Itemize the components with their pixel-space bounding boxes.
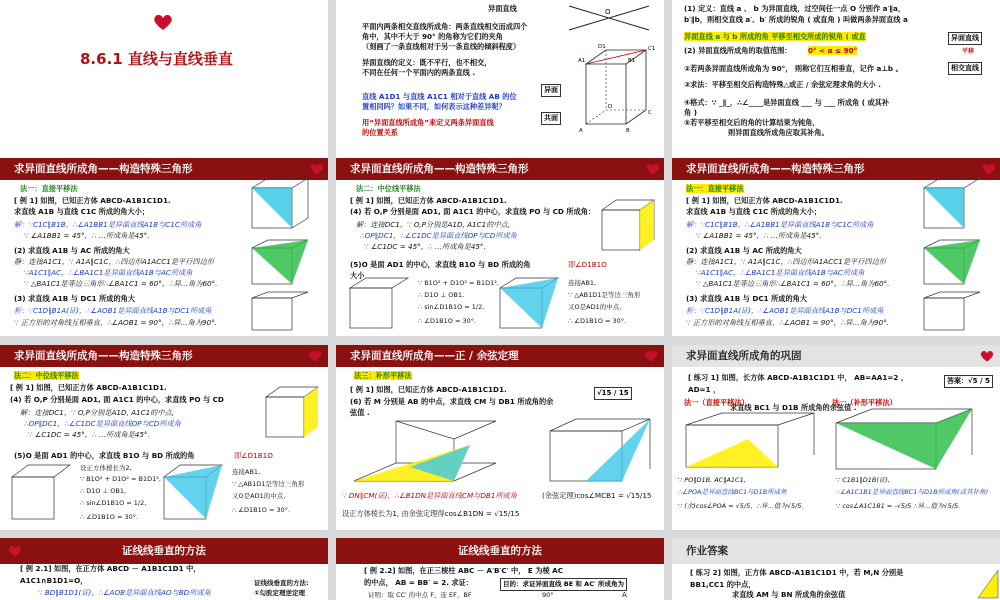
text-line: 又O是AD1的中点, <box>232 492 286 500</box>
text-line: 平面内两条相交直线所成角：两条直线相交而成四个 <box>362 22 528 31</box>
cuboid-figure-1 <box>682 411 822 471</box>
text-line: (1) 定义：直线 a 、 b 为异面直线，过空间任一点 O 分别作 a′∥a， <box>684 4 906 13</box>
text-line: （刻画了一条直线相对于另一条直线的倾斜程度） <box>362 42 521 51</box>
method-label: 法二：中位线平移法 <box>14 371 79 380</box>
text-line: [ 练习 2] 如图，正方体 ABCD-A1B1C1D1 中，若 M,N 分别是 <box>690 568 904 577</box>
text-line: 直线 A1D1 与直线 A1C1 相对于直线 AB 的位 <box>362 92 517 101</box>
point-label: A <box>622 590 627 599</box>
cube-figure-yellow <box>598 198 658 256</box>
text-line: ∵ PO∥D1B, AC∥A1C1, <box>678 476 746 484</box>
cube-figure-cosine <box>546 417 656 485</box>
cube-figure-small-1 <box>8 463 76 525</box>
text-line: A1C1∩B1D1=O， <box>20 576 88 585</box>
section-title: 证线线垂直的方法 <box>458 545 542 557</box>
text-line: ①勾股定理逆定理 <box>254 589 306 597</box>
text-line: 解：连接DC1，∵ O,P分别是A1D, A1C1的中点, <box>356 220 510 229</box>
cube-figure-cyan-2 <box>246 290 316 334</box>
tag-coplanar: 共面 <box>541 112 561 125</box>
text-line: (2) 求直线 A1B 与 AC 所成的角大 <box>14 246 130 255</box>
text-line: [ 例 1] 如图，已知正方体 ABCD-A1B1C1D1. <box>350 196 507 205</box>
text-line: 求直线 BC1 与 D1B 所成角的余弦值 . <box>730 403 857 412</box>
method-label: 法一：直接平移法 <box>686 184 744 193</box>
text-line: [ 例 1] 如图，已知正方体 ABCD-A1B1C1D1. <box>686 196 843 205</box>
slide-example-1-method-1-copy[interactable] <box>672 158 1000 336</box>
text-line: 不同在任何一个平面内的两条直线 . <box>362 68 476 77</box>
text-line: 析：∵C1D∥B1A(证)，∴∠AOB1是异面直线A1B与DC1所成角 <box>14 306 212 315</box>
text-line: 析：∵C1D∥B1A(证)，∴∠AOB1是异面直线A1B与DC1所成角 <box>686 306 884 315</box>
text-line: ∵ cos∠A1C1B1 = -√5/5 ∴异…值为√5/5. <box>836 502 961 510</box>
cube-figure-small-2 <box>160 463 230 525</box>
angle-range: 0° < α ≤ 90° <box>808 46 858 55</box>
text-line: ∵ DN∥CM(证)，∴∠B1DN是异面直线CM与DB1所成角 <box>342 491 517 500</box>
text-line: 弦值 . <box>350 408 370 417</box>
text-line: 的中点， AB = BB′ = 2. 求证： <box>364 578 473 587</box>
page-title: 8.6.1 直线与直线垂直 <box>80 50 233 68</box>
method-label: 法一（补形平移法） <box>832 398 897 407</box>
text-line: (5)O 是面 AD1 的中心，求直线 B1O 与 BD 所成的角 <box>14 451 195 460</box>
method-label: 法三：补形平移法 <box>354 371 412 380</box>
text-line: (4) 若 O,P 分别是面 AD1, 面 A1C1 的中心，求直线 PO 与 CD <box>10 395 224 404</box>
text-line: 的位置关系 <box>362 128 398 137</box>
slide-header: 求异面直线所成角——构造特殊三角形 <box>0 158 328 180</box>
slide-header: 求异面直线所成角——构造特殊三角形 <box>672 158 1000 180</box>
text-line: (3) 求直线 A1B 与 DC1 所成的角大 <box>686 294 808 303</box>
text-line: ∴ D1O ⊥ OB1, <box>418 291 465 299</box>
cube-figure-green <box>918 238 988 288</box>
text-line: ∵A1C1∥AC，∴∠BA1C1是异面直线A1B与AC所成角 <box>24 268 193 277</box>
text-line: 异面直线 a 与 b 所成的角 平移至相交所成的锐角 ( 或直 <box>684 32 866 41</box>
section-title: 证线线垂直的方法 <box>122 545 206 557</box>
svg-text:B1: B1 <box>628 58 636 64</box>
cube-figure-yellow <box>976 568 1000 600</box>
cube-figure-small-1 <box>346 276 414 334</box>
slide-example-1-method-1[interactable] <box>0 158 328 336</box>
text-line: 即∠D1B1O <box>234 451 273 460</box>
cube-figure <box>576 44 656 134</box>
text-line: 解：连接DC1，∵ O,P分别是A1D, A1C1的中点, <box>20 408 174 417</box>
text-line: 异面直线的定义：既不平行，也不相交， <box>362 58 492 67</box>
heart-icon <box>644 349 658 363</box>
text-line: 则异面直线所成角应取其补角。 <box>728 128 829 137</box>
heart-icon <box>8 544 22 558</box>
slide-title[interactable] <box>0 0 328 178</box>
text-line: ⑤若平移至相交后的角的计算结果为钝角， <box>684 118 820 127</box>
text-line: ∵ C1B1∥D1B(证), <box>836 476 890 484</box>
text-line: 求直线 AM 与 BN 所成角的余弦值 <box>732 590 846 599</box>
text-line: 连接AB1, <box>232 468 261 476</box>
text-line: 静：连接A1C1，∵ A1A∥C1C，∴四边形A1ACC1是平行四边形 <box>686 257 886 266</box>
text-line: 证明：取 CC′ 的中点 F，连 EF，BF <box>368 591 472 599</box>
text-line: (5)O 是面 AD1 的中心，求直线 B1O 与 BD 所成的角 <box>350 260 531 269</box>
text-line: 求直线 A1B 与直线 C1C 所成的角大小； <box>14 207 150 216</box>
text-line: 静：连接A1C1，∵ A1A∥C1C，∴四边形A1ACC1是平行四边形 <box>14 257 214 266</box>
method-label: 法一（直接平移法） <box>684 398 749 407</box>
text-line: 证线线垂直的方法: <box>254 579 309 587</box>
heart-icon <box>308 349 322 363</box>
text-line: ∴ ∠D1B1O = 30°. <box>418 317 477 325</box>
svg-text:D: D <box>608 104 613 110</box>
slide-homework-answers[interactable] <box>672 538 1000 600</box>
text-line: ∴∠POA是异面直线BC1与D1B所成角 <box>678 488 787 496</box>
slide-example-2-2[interactable] <box>336 538 664 600</box>
text-line: ∵ (余)cos∠POA = √5/5，∴异…值为√5/5. <box>678 502 804 510</box>
slide-header: 求异面直线所成角——构造特殊三角形 <box>0 345 328 367</box>
answer-box: √15 / 15 <box>594 387 632 400</box>
slide-example-1-method-2-copy[interactable] <box>0 345 328 530</box>
text-line: ∵ △AB1D1是等边三角形 <box>568 291 641 299</box>
svg-text:C1: C1 <box>648 46 656 52</box>
svg-text:B: B <box>626 128 630 134</box>
goal-box: 目的：求证异面直线 BE 和 AC′ 所成角为 <box>500 578 627 591</box>
text-line: ∵ B1O² + D1O² = B1D1², <box>80 475 161 483</box>
text-line: ∵ ∠A1BB1 = 45°，∴ …所成角是45°. <box>696 231 822 240</box>
text-line: ∴ ∠D1B1O = 30°. <box>232 506 291 514</box>
text-line: ②若两条异面直线所成角为 90°， 则称它们互相垂直，记作 a⊥b 。 <box>684 64 903 73</box>
heart-icon <box>982 162 996 176</box>
slide-example-1-method-3[interactable] <box>336 345 664 530</box>
cube-figure-cyan-2 <box>918 290 988 334</box>
text-line: BB1,CC1 的中点， <box>690 580 756 589</box>
text-line: 即∠D1B1O <box>568 260 607 269</box>
slide-example-2-1[interactable] <box>0 538 328 600</box>
text-line: 角中，其中不大于 90° 的角称为它们的夹角 <box>362 32 503 41</box>
text-line: ④格式：∵ _∥_，∴∠____是异面直线 ___ 与 ___ 所成角 ( 或其补 <box>684 98 890 107</box>
text-line: 大小 <box>350 271 365 280</box>
text-line: ∵ △BA1C1是等边三角形∴∠BA1C1 = 60°，∴异…角为60°. <box>24 279 218 288</box>
text-line: AD=1 ， <box>688 385 721 394</box>
text-line: 解：∵C1C∥B1B，∴∠A1BB1是异面直线A1B与C1C所成角 <box>14 220 202 229</box>
svg-text:D1: D1 <box>598 44 606 50</box>
method-label: 法一：直接平移法 <box>20 184 78 193</box>
text-line: [ 例 2.1] 如图，在正方体 ABCD － A1B1C1D1 中， <box>20 564 201 573</box>
cube-figure-small-2 <box>496 276 566 334</box>
heart-icon <box>646 162 660 176</box>
slide-header: 求异面直线所成角——构造特殊三角形 <box>336 158 664 180</box>
text-line: (6) 若 M 分别是 AB 的中点，求直线 CM 与 DB1 所成角的余 <box>350 397 554 406</box>
text-line: 又O是AD1的中点, <box>568 303 622 311</box>
text-line: 用“异面直线所成角”来定义两条异面直线 <box>362 118 494 127</box>
cube-figure-cyan <box>246 176 316 236</box>
text-line: (2) 异面直线所成角的取值范围： <box>684 46 792 55</box>
slide-header: 求异面直线所成角——正 / 余弦定理 <box>336 345 664 367</box>
method-label: 法二：中位线平移法 <box>356 184 421 193</box>
text-line: ∵ △AB1D1是等边三角形 <box>232 480 305 488</box>
text-line: ∵ B1O² + D1O² = B1D1², <box>418 279 499 287</box>
text-line: ∴OP∥DC1，∴∠C1DC是异面直线OP与CD所成角 <box>24 419 181 428</box>
text-line: 解：∵C1C∥B1B，∴∠A1BB1是异面直线A1B与C1C所成角 <box>686 220 874 229</box>
text-line: ∵ ∠A1BB1 = 45°，∴ …所成角是45°. <box>24 231 150 240</box>
text-line: (余弦定理)cos∠MCB1 = √15/15 <box>542 491 652 500</box>
heart-icon <box>153 12 173 32</box>
cube-figure-cyan <box>918 176 988 236</box>
answer-box: 答案：√5 / 5 <box>944 375 993 388</box>
point-label: O <box>605 8 611 16</box>
text-line: 设正方体棱长为2, <box>80 464 132 472</box>
svg-text:C: C <box>648 110 652 116</box>
text-line: ∵ 正方形的对角线互相垂直，∴∠AOB1 = 90°，∴异…角为90°. <box>14 318 218 327</box>
text-line: [ 例 1] 如图，已知正方体 ABCD-A1B1C1D1. <box>10 383 167 392</box>
slide-header: 作业答案 <box>672 538 1000 564</box>
text-line: ∴ ∠D1B1O = 30°. <box>568 317 627 325</box>
text-line: ∵ △BA1C1是等边三角形∴∠BA1C1 = 60°，∴异…角为60°. <box>696 279 890 288</box>
text-line: ∵ 正方形的对角线互相垂直，∴∠AOB1 = 90°，∴异…角为90°. <box>686 318 890 327</box>
slide-skew-lines-intro[interactable] <box>336 0 664 178</box>
text-line: 求直线 A1B 与直线 C1C 所成的角大小； <box>686 207 822 216</box>
text-line: ∴ sin∠D1B1O = 1/2, <box>80 499 147 507</box>
cube-figure-yellow <box>262 385 322 443</box>
text-line: (2) 求直线 A1B 与 AC 所成的角大 <box>686 246 802 255</box>
text-line: 异面直线 <box>488 4 517 13</box>
text-line: [ 例 1] 如图，已知正方体 ABCD-A1B1C1D1. <box>14 196 171 205</box>
text-line: ∴ D1O ⊥ OB1, <box>80 487 127 495</box>
text-line: ③求法：平移至相交后构造特殊△或正 / 余弦定理求角的大小 . <box>684 80 881 89</box>
text-line: ∴ sin∠D1B1O = 1/2, <box>418 303 485 311</box>
text-line: 连接AB1, <box>568 279 597 287</box>
slide-example-1-method-2[interactable] <box>336 158 664 336</box>
text-line: ∵A1C1∥AC，∴∠BA1C1是异面直线A1B与AC所成角 <box>696 268 865 277</box>
text-line: ∴OP∥DC1，∴∠C1DC是异面直线OP与CD所成角 <box>360 231 517 240</box>
text-line: 角 ) <box>684 108 697 117</box>
svg-text:A1: A1 <box>578 58 586 64</box>
text-line: [ 例 2.2] 如图，在正三棱柱 ABC － A′B′C′ 中， E 为棱 AC <box>364 566 564 575</box>
text-line: (3) 求直线 A1B 与 DC1 所成的角大 <box>14 294 136 303</box>
slide-angle-definition[interactable] <box>672 0 1000 178</box>
angle-label: 90° <box>542 591 554 599</box>
text-line: ∴ ∠D1B1O = 30°. <box>80 513 139 521</box>
tag-skew: 异面 <box>541 84 561 97</box>
text-line: ∵ ∠C1DC = 45°，∴ …所成角是45°. <box>28 430 150 439</box>
text-line: 置相同吗？如果不同，如何表示这种差异呢？ <box>362 102 506 111</box>
intersect-lines-figure <box>564 2 654 34</box>
text-line: [ 练习 1] 如图，长方体 ABCD-A1B1C1D1 中， AB=AA1=2 ， <box>688 373 909 382</box>
heart-icon <box>310 162 324 176</box>
text-line: b′∥b，则相交直线 a′、b′ 所成的锐角 ( 或直角 ) 叫做两条异面直线 a <box>684 15 908 24</box>
text-line: ∵ BD∥B1D1(证)，∴∠AOB是异面直线AO与BD所成角 <box>38 588 211 597</box>
text-line: (4) 若 O,P 分别是面 AD1, 面 A1C1 的中心，求直线 PO 与 CD 所成角： <box>350 207 596 216</box>
extended-cube-figure <box>350 417 500 485</box>
text-line: [ 例 1] 如图，已知正方体 ABCD-A1B1C1D1. <box>350 385 507 394</box>
slide-header: 求异面直线所成角的巩固 <box>672 345 1000 367</box>
text-line: ∵ ∠C1DC = 45°，∴ …所成角是45°. <box>364 242 486 251</box>
cuboid-figure-2 <box>832 405 982 475</box>
cube-figure-green <box>246 238 316 288</box>
tag-translate: 平移 <box>962 48 975 55</box>
text-line: ∴∠A1C1B1是异面直线BC1与D1B所成角(或其补角) <box>836 488 989 496</box>
tag-skew-lines: 异面直线 <box>948 32 982 45</box>
svg-text:A: A <box>579 128 583 134</box>
heart-icon <box>980 349 994 363</box>
text-line: 设正方体棱长为1, 由余弦定理得cos∠B1DN = √15/15 <box>342 509 520 518</box>
tag-intersect-lines: 相交直线 <box>948 62 982 75</box>
slide-practice-1[interactable] <box>672 345 1000 530</box>
